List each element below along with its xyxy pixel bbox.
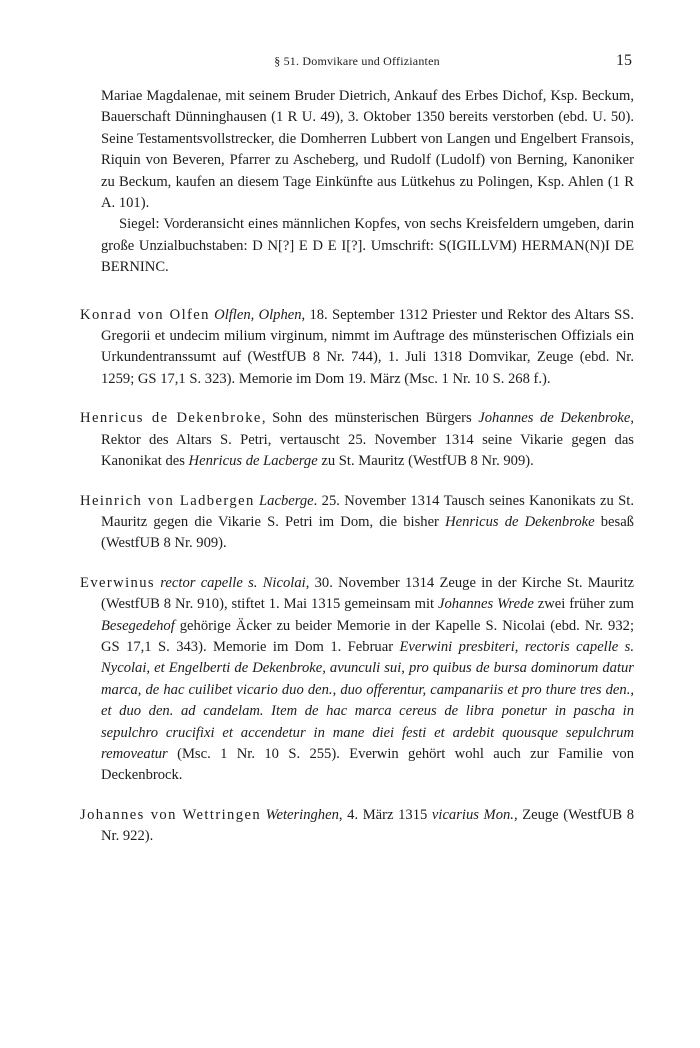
continuation-paragraph xyxy=(80,86,634,279)
entry-text: zu St. Mauritz (WestfUB 8 Nr. 909). xyxy=(317,453,534,470)
entry-text: . 25. November 1314 Tausch seines Kanonikats zu St. Mauritz gegen die Vikarie S. Petri im Dom, die bisher xyxy=(101,492,634,530)
entry-text: , 4. März 1315 xyxy=(338,806,432,823)
entry-italic-text: Weteringhen xyxy=(265,806,339,823)
biography-entry xyxy=(80,805,634,848)
entry-italic-text: vicarius Mon. xyxy=(431,806,514,823)
entry-text: , Sohn des münsterischen Bürgers xyxy=(261,410,479,427)
entry-italic-text: Henricus de Lacberge xyxy=(188,453,318,470)
seal-description: Siegel: Vorderansicht eines männlichen Kopfes, von sechs Kreisfeldern umgeben, darin große Unzialbuchstaben: D N[?] E D E I[?]. Umschrift: S(IGILLVM) HERMAN(N)I DE BERNINC. xyxy=(101,216,634,276)
running-header xyxy=(82,52,632,72)
entry-list xyxy=(80,305,634,848)
entry-italic-text: Johannes de Dekenbroke xyxy=(478,410,631,427)
entry-text: (Msc. 1 Nr. 10 S. 255). Everwin gehört wohl auch zur Familie von Deckenbrock. xyxy=(101,745,634,784)
running-title: § 51. Domvikare und Offizianten xyxy=(274,54,440,68)
entry-italic-text: Johannes Wrede xyxy=(438,596,534,613)
intro-text: Mariae Magdalenae, mit seinem Bruder Dietrich, Ankauf des Erbes Dichof, Ksp. Beckum, Bauerschaft Dünninghausen (1 R U. 49), 3. Oktober 1350 bereits verstorben (ebd. U. 50). Seine Testamentsvollstrecker, die Domherren Lubbert von Langen und Engelbert Fransois, Riquin von Beveren, Pfarrer zu Ascheberg, und Rudolf (Ludolf) von Berning, Kanoniker zu Beckum, kaufen an diesem Tage Einkünfte aus Lütkehus zu Polingen, Ksp. Ahlen (1 R A. 101). xyxy=(101,88,634,212)
entry-text: , Zeuge (WestfUB 8 Nr. 922). xyxy=(101,806,634,845)
entry-italic-text: rector capelle s. Nicolai xyxy=(160,574,306,591)
biography-entry xyxy=(80,573,634,787)
entry-text: besaß (WestfUB 8 Nr. 909). xyxy=(101,513,634,552)
entry-italic-text: Everwini presbiteri, rectoris capelle s. Nycolai, et Engelberti de Dekenbroke, avunculi sui, pro quibus de bursa dominorum datur marca, de hac cuilibet vicario duo den., duo offerentur, campanariis et pro thure tres den., et duo den. ad candelam. Item de hac marca cereus de libra ponetur in pascha in sepulchro crucifixi et accendetur in mane diei festi et ardebit quousque sepulchrum removeatur xyxy=(101,638,634,762)
entry-name: Henricus de Dekenbroke xyxy=(80,410,262,427)
page-number: 15 xyxy=(616,52,632,69)
entry-text: , 18. September 1312 Priester und Rektor des Altars SS. Gregorii et undecim milium virginum, nimmt im Auftrage des münsterischen Offizials ein Urkundentranssumt auf (WestfUB 8 Nr. 744), 1. Juli 1318 Domvikar, Zeuge (ebd. Nr. 1259; GS 17,1 S. 323). Memorie im Dom 19. März (Msc. 1 Nr. 10 S. 268 f.). xyxy=(101,306,634,387)
entry-name: Johannes von Wettringen xyxy=(80,806,262,823)
entry-text: gehörige Äcker zu beider Memorie in der Kapelle S. Nicolai (ebd. Nr. 932; GS 17,1 S. 343). Memorie im Dom 1. Februar xyxy=(101,617,634,655)
entry-text: , Rektor des Altars S. Petri, vertauscht 25. November 1314 seine Vikarie gegen das Kanonikat des xyxy=(101,410,634,470)
entry-italic-text: Besegedehof xyxy=(101,617,175,634)
biography-entry xyxy=(80,491,634,555)
entry-name: Everwinus xyxy=(80,574,156,591)
biography-entry xyxy=(80,408,634,472)
entry-text: , 30. November 1314 Zeuge in der Kirche St. Mauritz (WestfUB 8 Nr. 910), stiftet 1. Mai 1315 gemeinsam mit xyxy=(101,574,634,613)
entry-italic-text: Lacberge xyxy=(259,492,314,509)
entry-text: zwei früher zum xyxy=(533,596,634,613)
entry-italic-text: Henricus de Dekenbroke xyxy=(445,513,595,530)
entry-name: Konrad von Olfen xyxy=(80,306,210,323)
entry-name: Heinrich von Ladbergen xyxy=(80,492,255,509)
page-body xyxy=(80,86,634,866)
biography-entry xyxy=(80,305,634,391)
entry-italic-text: Olflen, Olphen xyxy=(214,306,302,323)
